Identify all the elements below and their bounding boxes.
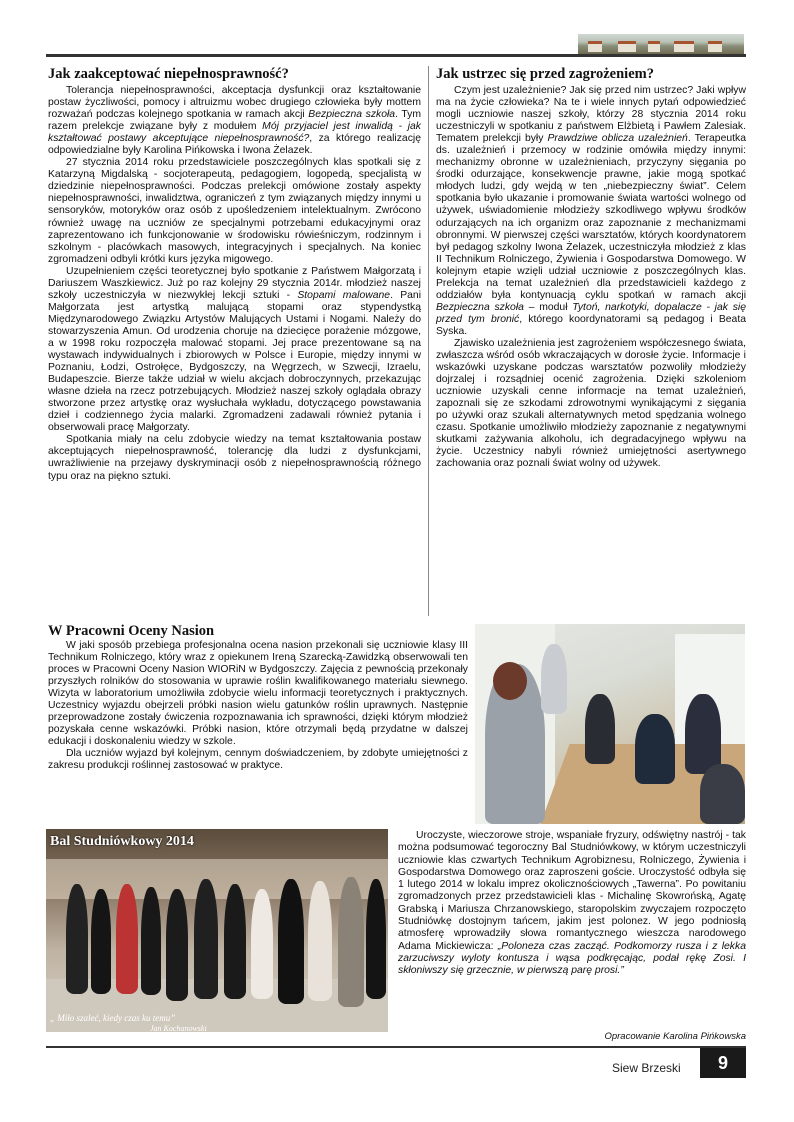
header-rule: [46, 54, 746, 57]
page-number: 9: [700, 1048, 746, 1078]
paragraph: Tolerancja niepełnosprawności, akceptacja dysfunkcji oraz kształtowanie postaw życzliwości, pomocy i altruizmu wobec drugiego człowieka były mottem rozważań podczas kolejnego spotkania w ramach akcji Bezpieczna szkoła. Tym razem prelekcje związane były z modułem Mój przyjaciel jest inwalidą - jak kształtować postawy akceptujące niepełnosprawność?, za którego realizację odpowiedzialne były Karolina Pińkowska i Iwona Żelazek.: [48, 85, 422, 157]
paragraph: W jaki sposób przebiega profesjonalna ocena nasion przekonali się uczniowie klasy III Technikum Rolniczego, który wraz z opiekunem Ireną Szarecką-Zawidzką obserwowali ten proces w Pracowni Oceny Nasion WIORiN w Bydgoszczy. Zajęcia z pewnością przekonały przyszłych rolników do stosowania w uprawie roślin kwalifikowanego materiału siewnego. Wizyta w laboratorium umożliwiła zdobycie wielu informacji teoretycznych i praktycznych. Uczestnicy wyjazdu obejrzeli próbki nasion wielu gatunków roślin uprawnych. Następnie przeprowadzone zostały ćwiczenia rozpoznawania ich sprawności, dzięki którym młodzież pozyskała cenne wskazówki. Próbki nasion, które otrzymali będą przydatne w dalszej edukacji i doskonaleniu wiedzy w szkole.: [48, 640, 468, 748]
article-body-seeds: [48, 640, 468, 773]
article-body-prom: [398, 830, 746, 978]
section-title: W Pracowni Oceny Nasion: [48, 623, 215, 639]
paragraph: Dla uczniów wyjazd był kolejnym, cennym doświadczeniem, by zdobyte umiejętności z zakresu produkcji roślinnej zastosować w praktyce.: [48, 748, 468, 772]
column-divider: [428, 66, 429, 616]
article-body-disability: [48, 85, 421, 483]
section-title: Jak ustrzec się przed zagrożeniem?: [436, 66, 654, 82]
paragraph: Czym jest uzależnienie? Jak się przed nim ustrzec? Jaki wpływ ma na życie człowieka? Na te i wiele innych pytań odpowiedzieć mogli uczniowie naszej szkoły, którzy 28 stycznia 2014 roku uczestniczyli w spotkaniu z państwem Elżbietą i Pawłem Zalesiak. Tematem prelekcji były Prawdziwe oblicza uzależnień. Terapeutka ds. uzależnień i przemocy w rodzinie omówiła między innymi: mechanizmy obronne w uzależnieniach, przyczyny sięgania po środki odurzające, konsekwencje prawne, jakie mogą spotkać młodych ludzi, gdy wejdą w ten „niebezpieczny świat”. Celem spotkania było ukazanie i promowanie świata wartości wolnego od używek, uświadomienie młodzieży szkodliwego wpływu środków odurzających na ich organizm oraz zapoznanie z mechanizmami obronnymi. W pierwszej części warsztatów, których koordynatorem był pedagog szkolny Iwona Żelazek, uczestniczyła młodzież z klas II Technikum Rolniczego, Żywienia i Gospodarstwa Domowego. W kolejnym etapie wzięli udział uczniowie z poszczególnych klas. Prelekcja na temat uzależnień dla przedstawicieli każdego z oddziałów była kontynuacją cyklu spotkań w ramach akcji Bezpieczna szkoła – moduł Tytoń, narkotyki, dopalacze - jak się przed tym bronić, którego koordynatorami są pedagog i Beata Syska.: [436, 85, 747, 337]
magazine-name: Siew Brzeski: [612, 1061, 681, 1075]
paragraph: 27 stycznia 2014 roku przedstawiciele poszczególnych klas spotkali się z Katarzyną Migdalską - socjoterapeutą, pedagogiem, logopedą, specjalistą w dziedzinie niepełnosprawności. Podczas prelekcji omówione zostały aspekty niepełnosprawności, inwalidztwa, ograniczeń z tym związanych między innymi u sensoryków, motoryków oraz osób z upośledzeniem intelektualnym. Zwrócono również uwagę na uczniów ze specjalnymi potrzebami edukacyjnymi oraz zaprezentowano ich funkcjonowanie w środowisku rówieśniczym, rodzinnym i szkolnym - placówkach masowych, integracyjnych i specjalnych. Na koniec zgromadzeni odbyli krótki kurs języka migowego.: [48, 157, 421, 265]
paragraph: Spotkania miały na celu zdobycie wiedzy na temat kształtowania postaw akceptujących niepełnosprawność, tolerancję dla ludzi z dysfunkcjami, uwrażliwienie na przejawy dyskryminacji osób z niepełnosprawnością różnego typu oraz na piękno sztuki.: [48, 434, 421, 482]
paragraph: Zjawisko uzależnienia jest zagrożeniem współczesnego świata, zwłaszcza wśród osób wkraczających w dorosłe życie. Informacje i wskazówki uzyskane podczas warsztatów pozwoliły młodzieży dojrzalej i rozsądniej ocenić zagrożenia. Dzięki szkoleniom uczniowie uzyskali cenne informacje na temat uzależnień, zapoznali się ze szkodami zdrowotnymi wynikającymi z sięgania po używki oraz szukali alternatywnych metod spędzania wolnego czasu. Spotkanie umożliwiło młodzieży zapoznanie z negatywnymi skutkami zażywania alkoholu, ich degradacyjnego wpływu na życie. Uczestnicy nabyli również umiejętności asertywnego zachowania oraz poznali świat wolny od używek.: [436, 337, 746, 470]
seed-lab-photo: [475, 624, 745, 824]
header-village-photo: [578, 34, 744, 54]
photo-quote: „ Miło szaleć, kiedy czas ku temu”: [50, 1013, 176, 1023]
footer-rule: [46, 1046, 746, 1048]
article-body-addiction: [436, 85, 746, 471]
paragraph: Uroczyste, wieczorowe stroje, wspaniałe fryzury, odświętny nastrój - tak można podsumować tegoroczny Bal Studniówkowy, w którym uczestniczyli uczniowie klas czwartych Technikum Agrobiznesu, Rolniczego, Żywienia i Gospodarstwa Domowego oraz zaproszeni goście. Uroczystość odbyła się 1 lutego 2014 w lokalu imprez okolicznościowych „Tawerna”. Po powitaniu zgromadzonych przez przedstawicieli klas - Michalinę Skowrońską, Agatę Grabską i Mariusza Chrzanowskiego, staropolskim zwyczajem rozpoczęto Studniówkę dostojnym tańcem, jakim jest polonez. W jego podniosłą atmosferę wprowadziły słowa romantycznego wieszcza narodowego Adama Mickiewicza: „Poloneza czas zacząć. Podkomorzy rusza i z lekka zarzuciwszy wyloty kontusza i wąsa podkręcając, podał rękę Zosi. I skłoniwszy się grzecznie, w pierwszą parę prosi.”: [398, 830, 746, 977]
paragraph: Uzupełnieniem części teoretycznej było spotkanie z Państwem Małgorzatą i Dariuszem Waszkiewicz. Już po raz kolejny 29 stycznia 2014r. młodzież naszej szkoły uczestniczyła w niezwykłej lekcji sztuki - Stopami malowane. Pani Małgorzata jest artystką malującą stopami oraz stypendystką Międzynarodowego Związku Artystów Malujących Ustami i Nogami. Należy do stowarzyszenia Amun. Od urodzenia choruje na dziecięce porażenie mózgowe, a w 1998 roku rozpoczęła malować stopami. Jej prace prezentowane są na wystawach indywidualnych i zbiorowych w Polsce i Europie, między innymi w Poznaniu, Łodzi, Ostrołęce, Bydgoszczy, na Węgrzech, w Szwecji, Izraelu, Budapeszcie. Bierze także udział w wielu akcjach dobroczynnych, przekazując własne dzieła na rzecz potrzebujących. Młodzież naszej szkoły oglądała obrazy stworzone przez artystkę oraz wysłuchała wykładu, dotyczącego powstawania dzieł i codziennego życia malarki. Zgromadzeni zadawali również pytania i obserwowali pracę Małgorzaty.: [48, 265, 422, 434]
section-title: Jak zaakceptować niepełnosprawność?: [48, 66, 289, 82]
section-title: Bal Studniówkowy 2014: [50, 834, 194, 849]
author-signature: Opracowanie Karolina Pińkowska: [604, 1031, 746, 1042]
prom-ball-photo: [46, 829, 388, 1032]
photo-quote-author: Jan Kochanowski: [150, 1024, 207, 1033]
